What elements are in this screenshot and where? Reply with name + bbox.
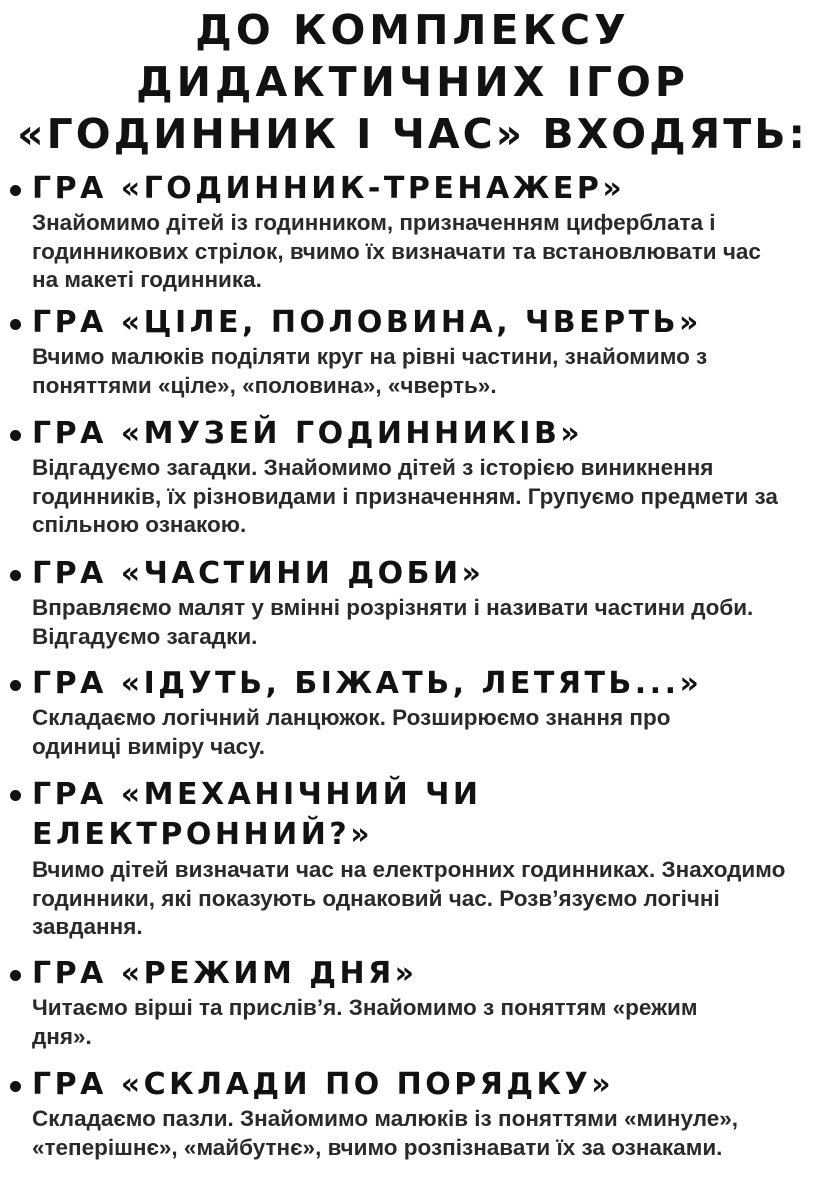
- game-title-wrap: [10, 1066, 820, 1104]
- game-title-wrap: [10, 955, 820, 993]
- game-title: ГРА «ГОДИННИК-ТРЕНАЖЕР»: [32, 171, 626, 206]
- game-description: Вправляємо малят у вмінні розрізняти і називати частини доби. Відгадуємо загадки.: [32, 595, 754, 649]
- game-item-3: [10, 415, 820, 540]
- game-item-5: [10, 665, 820, 761]
- bullet-icon: [10, 570, 21, 581]
- game-description: Відгадуємо загадки. Знайомимо дітей з історією виникнення годинників, їх різновидами і призначенням. Групуємо предмети за спільною ознакою.: [32, 455, 778, 537]
- header-line-2: ДИДАКТИЧНИХ ІГОР: [136, 58, 689, 106]
- game-item-1: [10, 170, 820, 295]
- game-description: Складаємо логічний ланцюжок. Розширюємо знання про одиниці виміру часу.: [32, 705, 671, 759]
- game-title-wrap: [10, 775, 592, 855]
- game-item-6: [10, 775, 820, 942]
- bullet-icon: [10, 970, 21, 981]
- game-title-wrap: [10, 665, 820, 703]
- game-title-wrap: [10, 170, 820, 208]
- game-title: ГРА «РЕЖИМ ДНЯ»: [32, 956, 418, 991]
- game-title: ГРА «СКЛАДИ ПО ПОРЯДКУ»: [32, 1067, 615, 1102]
- game-title: ГРА «ЦІЛЕ, ПОЛОВИНА, ЧВЕРТЬ»: [32, 305, 702, 340]
- game-item-2: [10, 304, 820, 400]
- game-description: Вчимо дітей визначати час на електронних годинниках. Знаходимо годинники, які показують однаковий час. Розв’язуємо логічні завдання.: [32, 857, 786, 939]
- game-description: Вчимо малюків поділяти круг на рівні частини, знайомимо з поняттями «ціле», «половина», «чверть».: [32, 344, 708, 398]
- game-description: Знайомимо дітей із годинником, призначенням циферблата і годинникових стрілок, вчимо їх визначати та встановлювати час на макеті годинника.: [32, 210, 761, 292]
- game-title-wrap: [10, 555, 820, 593]
- bullet-icon: [10, 1081, 21, 1092]
- game-description: Читаємо вірші та прислів’я. Знайомимо з поняттям «режим дня».: [32, 995, 698, 1049]
- game-title-wrap: [10, 304, 820, 342]
- game-title: ГРА «ІДУТЬ, БІЖАТЬ, ЛЕТЯТЬ...»: [32, 666, 703, 701]
- game-title-wrap: [10, 415, 820, 453]
- bullet-icon: [10, 319, 21, 330]
- bullet-icon: [10, 680, 21, 691]
- bullet-icon: [10, 430, 21, 441]
- header-line-3: «ГОДИННИК І ЧАС» ВХОДЯТЬ:: [17, 110, 808, 158]
- game-title: ГРА «ЧАСТИНИ ДОБИ»: [32, 556, 485, 591]
- game-title: ГРА «МУЗЕЙ ГОДИННИКІВ»: [32, 416, 584, 451]
- game-description: Складаємо пазли. Знайомимо малюків із поняттями «минуле», «теперішнє», «майбутнє», вчимо розпізнавати їх за ознаками.: [32, 1106, 739, 1160]
- bullet-icon: [10, 185, 21, 196]
- game-item-7: [10, 955, 820, 1051]
- bullet-icon: [10, 790, 21, 801]
- page-header: [0, 4, 825, 160]
- game-title: ГРА «МЕХАНІЧНИЙ ЧИ ЕЛЕКТРОННИЙ?»: [32, 777, 482, 852]
- header-line-1: ДО КОМПЛЕКСУ: [195, 6, 630, 54]
- game-item-8: [10, 1066, 820, 1162]
- game-item-4: [10, 555, 820, 651]
